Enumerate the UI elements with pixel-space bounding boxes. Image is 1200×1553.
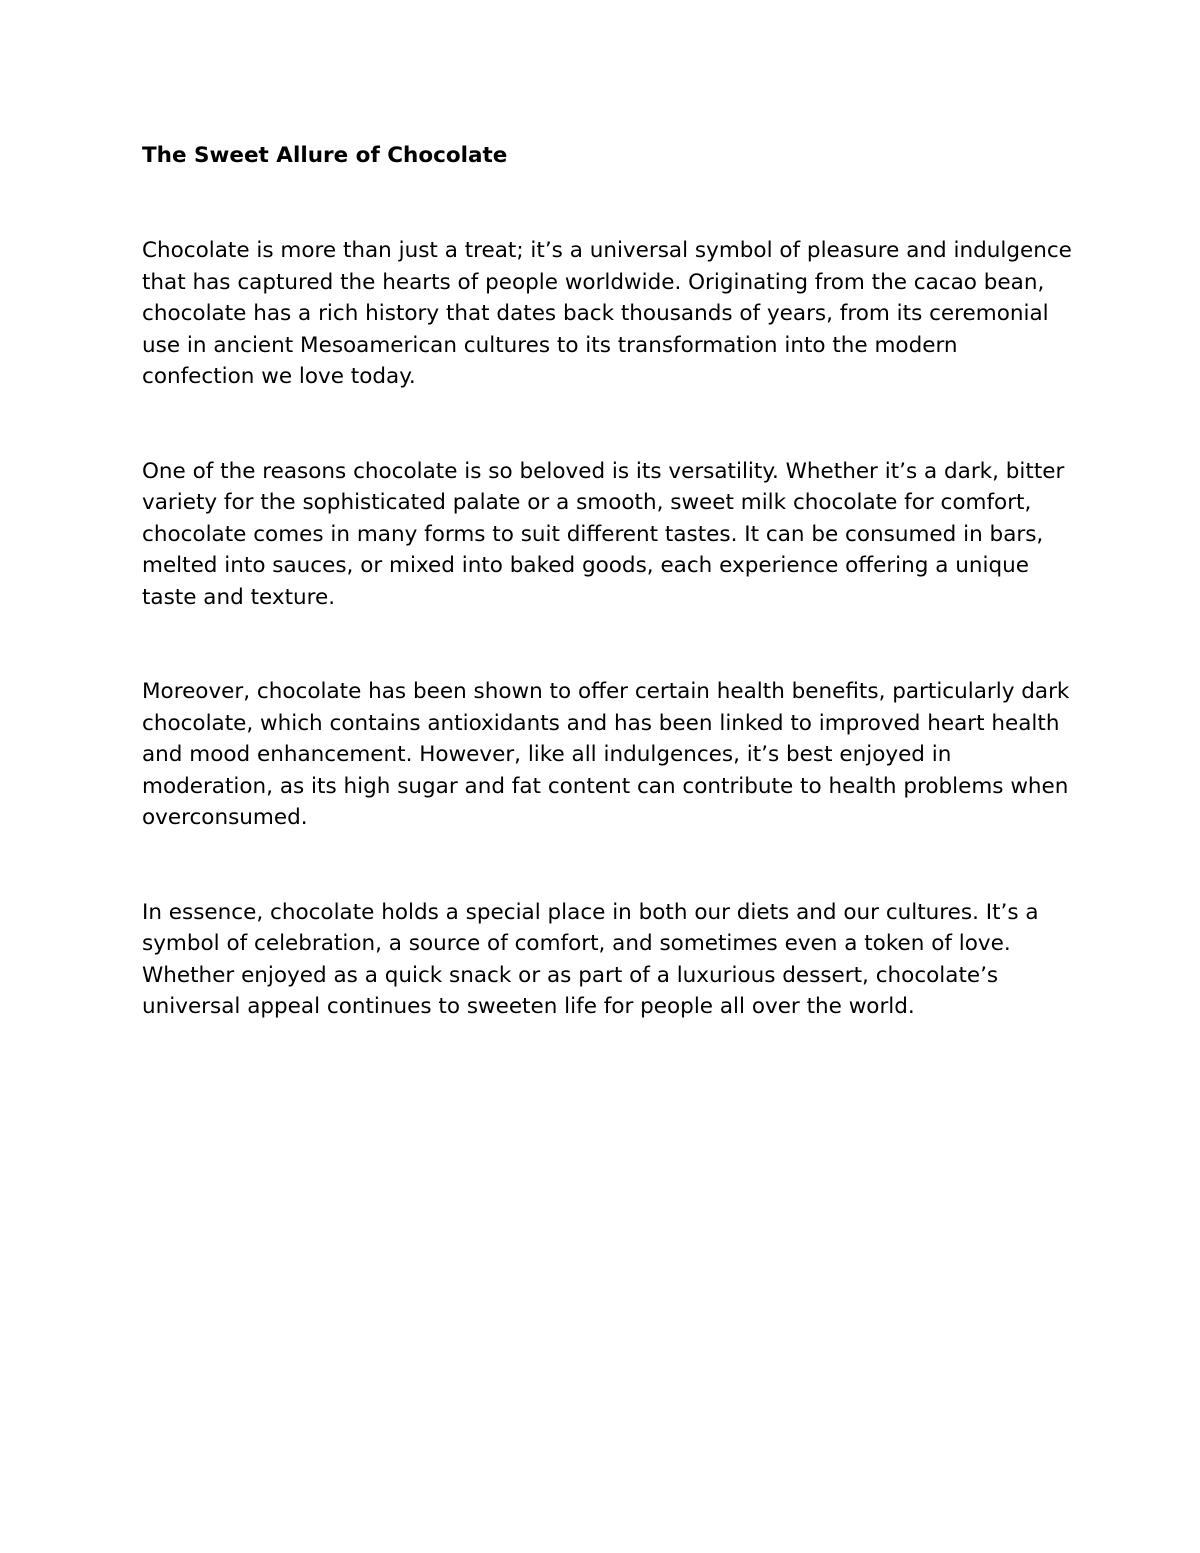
paragraph-health: Moreover, chocolate has been shown to offer certain health benefits, particularly dark chocolate, which contains antioxidants and has been linked to improved heart health and mood enhancement. However, like all indulgences, it’s best enjoyed in moderation, as its high sugar and fat content can contribute to health problems when overconsumed. [142,679,1070,830]
paragraph-versatility: One of the reasons chocolate is so beloved is its versatility. Whether it’s a dark, bitter variety for the sophisticated palate or a smooth, sweet milk chocolate for comfort, chocolate comes in many forms to suit different tastes. It can be consumed in bars, melted into sauces, or mixed into baked goods, each experience offering a unique taste and texture. [142,458,1065,610]
paragraph-conclusion: In essence, chocolate holds a special place in both our diets and our cultures. It’s a symbol of celebration, a source of comfort, and sometimes even a token of love. Whether enjoyed as a quick snack or as part of a luxurious dessert, chocolate’s universal appeal continues to sweeten life for people all over the world. [142,899,1039,1019]
paragraph-intro: Chocolate is more than just a treat; it’s a universal symbol of pleasure and indulgence that has captured the hearts of people worldwide. Originating from the cacao bean, chocolate has a rich history that dates back thousands of years, from its ceremonial use in ancient Mesoamerican cultures to its transformation into the modern confection we love today. [142,238,1072,389]
document-title: The Sweet Allure of Chocolate [142,143,508,168]
document-body [142,140,1072,1023]
